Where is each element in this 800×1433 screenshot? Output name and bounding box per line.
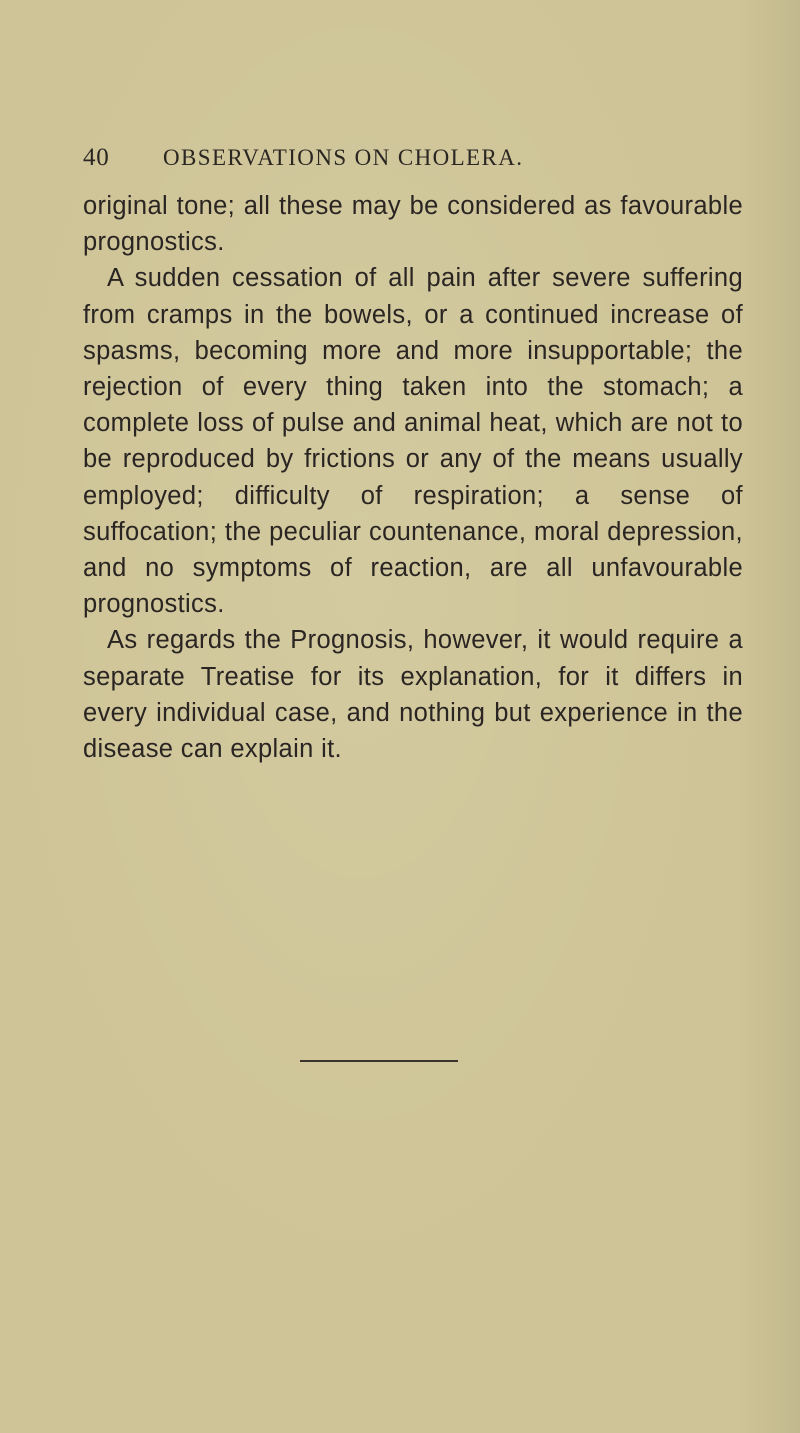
- paragraph-2: A sudden cessation of all pain after severe suffering from cramps in the bowels, or a continued increase of spasms, becoming more and more insupportable; the rejection of every thing taken into the stomach; a complete loss of pulse and animal heat, which are not to be reproduced by frictions or any of the means usually employed; difficulty of respiration; a sense of suffocation; the peculiar countenance, moral depression, and no symptoms of reaction, are all unfavourable prognostics.: [83, 264, 743, 619]
- page-number: 40: [83, 144, 110, 171]
- running-title: OBSERVATIONS ON CHOLERA.: [163, 145, 524, 170]
- running-head: [83, 140, 723, 176]
- body-text: [83, 188, 743, 767]
- end-rule: [300, 1060, 458, 1062]
- paragraph-1: original tone; all these may be considered as favourable prognostics.: [83, 192, 743, 257]
- paragraph-3: As regards the Prognosis, however, it would require a separate Treatise for its explanation, for it differs in every individual case, and nothing but experience in the disease can explain it.: [83, 626, 743, 764]
